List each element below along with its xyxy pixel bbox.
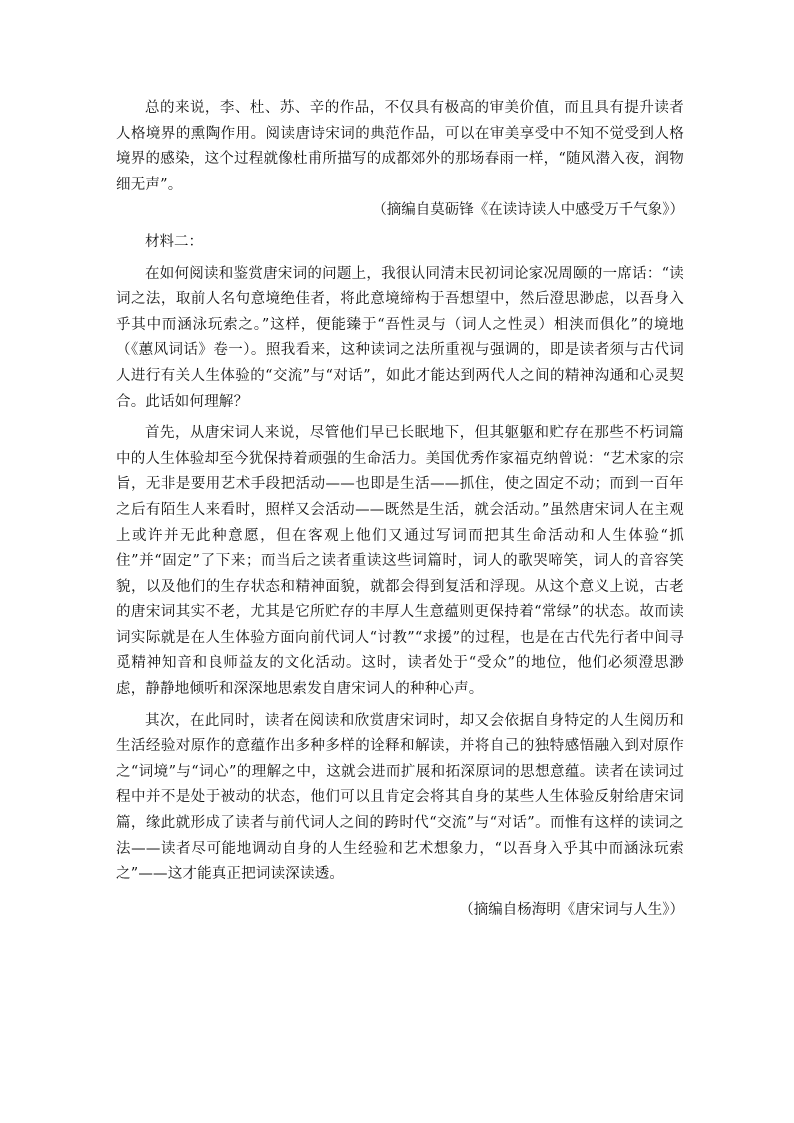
spacer: [116, 888, 684, 898]
material2-source: （摘编自杨海明《唐宋词与人生》）: [459, 901, 684, 918]
material1-paragraph: 总的来说，李、杜、苏、辛的作品，不仅具有极高的审美价值，而且具有提升读者人格境界的熏陶作用。阅读唐诗宋词的典范作品，可以在审美享受中不知不觉受到人格境界的感染，这个过程就像杜甫所描写的成都郊外的那场春雨一样，“随风潜入夜，润物细无声”。: [116, 100, 684, 193]
material1-source: （摘编自莫砺锋《在读诗读人中感受万千气象》）: [372, 202, 684, 219]
document-page: [116, 96, 684, 923]
material2-paragraph-3: 其次，在此同时，读者在阅读和欣赏唐宋词时，却又会依据自身特定的人生阅历和生活经验对原作的意蕴作出多种多样的诠释和解读，并将自己的独特感悟融入到对原作之“词境”与“词心”的理解之中，这就会进而扩展和拓深原词的思想意蕴。读者在读词过程中并不是处于被动的状态，他们可以且肯定会将其自身的某些人生体验反射给唐宋词篇，缘此就形成了读者与前代词人之间的跨时代“交流”与“对话”。而惟有这样的读词之法——读者尽可能地调动自身的人生经验和艺术想象力，“以吾身入乎其中而涵泳玩索之”——这才能真正把词读深读透。: [116, 712, 684, 883]
material2-paragraph-1: 在如何阅读和鉴赏唐宋词的问题上，我很认同清末民初词论家况周颐的一席话：“读词之法，取前人名句意境绝佳者，将此意境缔构于吾想望中，然后澄思渺虑，以吾身入乎其中而涵泳玩索之。”这样，便能臻于“吾性灵与（词人之性灵）相浃而俱化”的境地（《蕙风词话》卷一）。照我看来，这种读词之法所重视与强调的，即是读者须与古代词人进行有关人生体验的“交流”与“对话”，如此才能达到两代人之间的精神沟通和心灵契合。此话如何理解？: [116, 265, 684, 410]
material2-heading: 材料二：: [145, 233, 203, 250]
material2-paragraph-2: 首先，从唐宋词人来说，尽管他们早已长眠地下，但其躯躯和贮存在那些不朽词篇中的人生体验却至今犹保持着顽强的生命活力。美国优秀作家福克纳曾说：“艺术家的宗旨，无非是要用艺术手段把活动——也即是生活——抓住，使之固定不动；而到一百年之后有陌生人来看时，照样又会活动——既然是生活，就会活动。”虽然唐宋词人在主观上或许并无此种意愿，但在客观上他们又通过写词而把其生命活动和人生体验“抓住”并“固定”了下来；而当后之读者重读这些词篇时，词人的歌哭啼笑，词人的音容笑貌，以及他们的生存状态和精神面貌，就都会得到复活和浮现。从这个意义上说，古老的唐宋词其实不老，尤其是它所贮存的丰厚人生意蕴则更保持着“常绿”的状态。故而读词实际就是在人生体验方面向前代词人“讨教”“求援”的过程，也是在古代先行者中间寻觅精神知音和良师益友的文化活动。这时，读者处于“受众”的地位，他们必须澄思渺虑，静静地倾听和深深地思索发自唐宋词人的种种心声。: [116, 425, 684, 698]
